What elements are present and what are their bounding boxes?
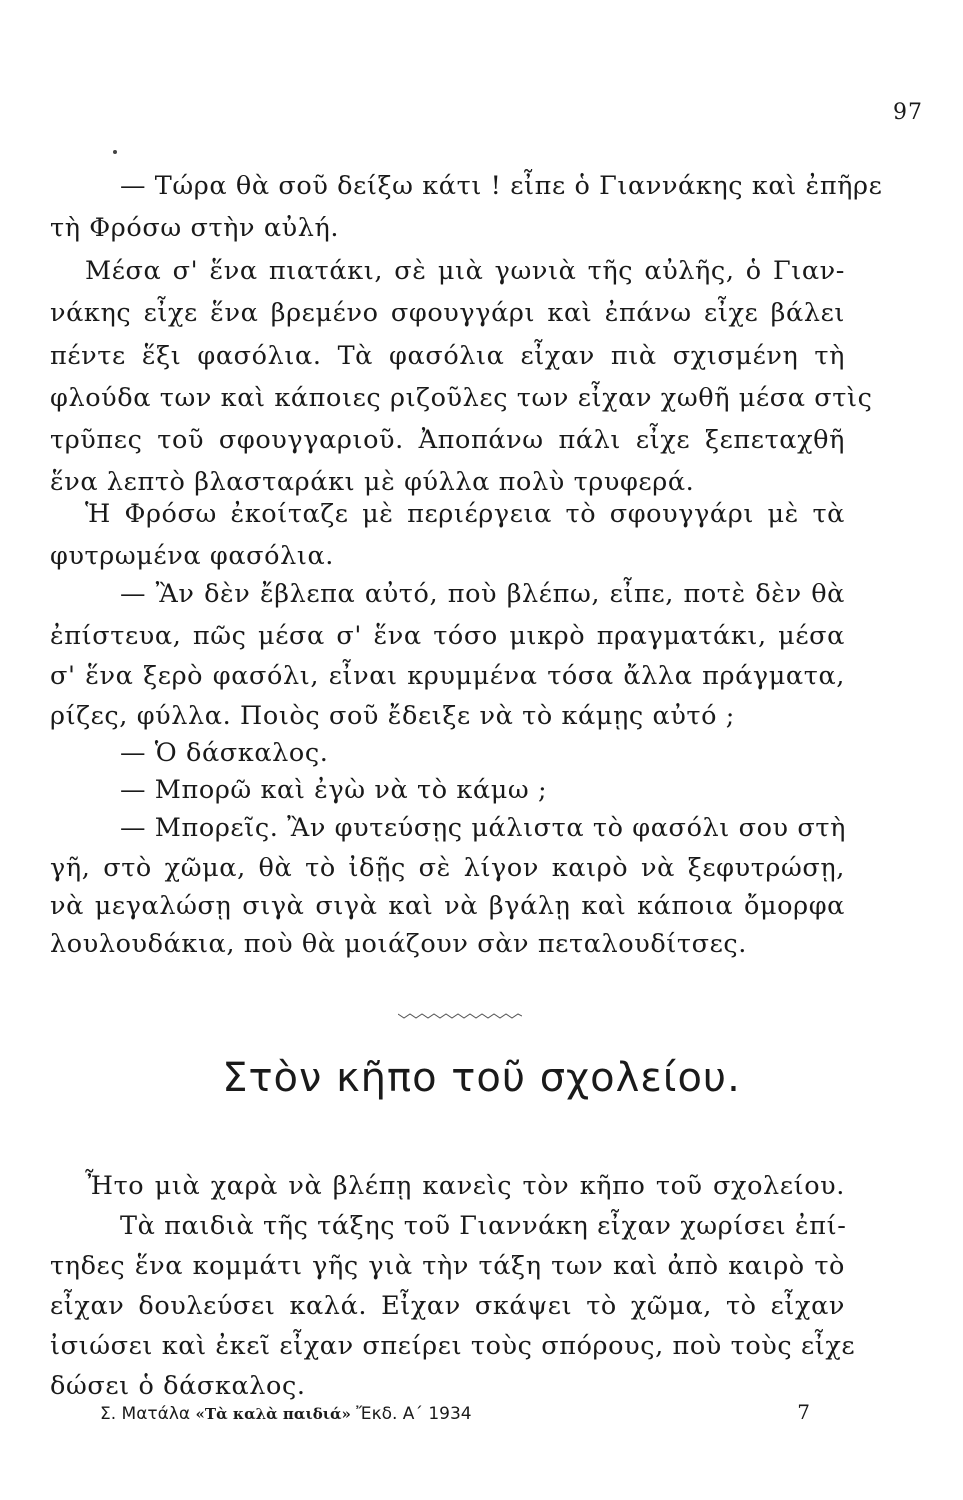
text-line: Μέσα σ' ἕνα πιατάκι, σὲ μιὰ γωνιὰ τῆς αὐλῆς, ὁ Γιαν- (85, 256, 845, 286)
text-line: δώσει ὁ δάσκαλος. (50, 1371, 306, 1401)
text-line: γῆ, στὸ χῶμα, θὰ τὸ ἰδῇς σὲ λίγον καιρὸ νὰ ξεφυτρώσῃ, (50, 853, 845, 883)
page-footer (100, 1400, 810, 1424)
text-line: σ' ἕνα ξερὸ φασόλι, εἶναι κρυμμένα τόσα ἄλλα πράγματα, (50, 661, 845, 691)
text-line: φλούδα των καὶ κάποιες ριζοῦλες των εἶχαν χωθῆ μέσα στὶς (50, 383, 873, 413)
text-line: — Ἂν δὲν ἔβλεπα αὐτό, ποὺ βλέπω, εἶπε, ποτὲ δὲν θὰ (120, 579, 845, 609)
text-line: τηδες ἕνα κομμάτι γῆς γιὰ τὴν τάξη των καὶ ἀπὸ καιρὸ τὸ (50, 1251, 845, 1281)
section-title: Στὸν κῆπο τοῦ σχολείου. (222, 1055, 741, 1101)
footer-book-title: «Τὰ καλὰ παιδιά» (195, 1405, 351, 1423)
text-line: ἰσιώσει καὶ ἐκεῖ εἶχαν σπείρει τοὺς σπόρους, ποὺ τοὺς εἶχε (50, 1331, 856, 1361)
text-line: εἶχαν δουλεύσει καλά. Εἶχαν σκάψει τὸ χῶμα, τὸ εἶχαν (50, 1291, 845, 1321)
text-line: ἕνα λεπτὸ βλασταράκι μὲ φύλλα πολὺ τρυφερά. (50, 467, 695, 497)
text-line: φυτρωμένα φασόλια. (50, 541, 334, 571)
text-line: τρῦπες τοῦ σφουγγαριοῦ. Ἀποπάνω πάλι εἶχε ξεπεταχθῆ (50, 425, 845, 455)
text-line: πέντε ἕξι φασόλια. Τὰ φασόλια εἶχαν πιὰ σχισμένη τὴ (50, 341, 845, 371)
text-line: Ἦτο μιὰ χαρὰ νὰ βλέπῃ κανεὶς τὸν κῆπο τοῦ σχολείου. (85, 1171, 845, 1201)
text-line: ἐπίστευα, πῶς μέσα σ' ἕνα τόσο μικρὸ πραγματάκι, μέσα (50, 621, 845, 651)
text-line: — Τώρα θὰ σοῦ δείξω κάτι ! εἶπε ὁ Γιαννάκης καὶ ἐπῆρε (120, 171, 883, 201)
footer-author: Σ. Ματάλα (100, 1404, 191, 1424)
text-line: — Μπορεῖς. Ἂν φυτεύσῃς μάλιστα τὸ φασόλι σου στὴ (120, 813, 846, 843)
text-line: ρίζες, φύλλα. Ποιὸς σοῦ ἔδειξε νὰ τὸ κάμῃς αὐτό ; (50, 701, 735, 731)
text-line: νάκης εἶχε ἕνα βρεμένο σφουγγάρι καὶ ἐπάνω εἶχε βάλει (50, 298, 845, 328)
page-number: 97 (893, 100, 923, 125)
ink-dot (113, 150, 117, 154)
footer-edition: Ἔκδ. Α΄ 1934 (356, 1404, 472, 1424)
text-line: Τὰ παιδιὰ τῆς τάξης τοῦ Γιαννάκη εἶχαν χωρίσει ἐπί- (120, 1211, 847, 1241)
text-line: λουλουδάκια, ποὺ θὰ μοιάζουν σὰν πεταλουδίτσες. (50, 929, 748, 959)
text-line: τὴ Φρόσω στὴν αὐλή. (50, 213, 340, 243)
text-line: Ἡ Φρόσω ἐκοίταζε μὲ περιέργεια τὸ σφουγγάρι μὲ τὰ (85, 499, 845, 529)
text-line: — Μπορῶ καὶ ἐγὼ νὰ τὸ κάμω ; (120, 775, 548, 805)
text-line: νὰ μεγαλώσῃ σιγὰ σιγὰ καὶ νὰ βγάλῃ καὶ κάποια ὄμορφα (50, 891, 845, 921)
footer-sheet-number: 7 (797, 1400, 810, 1424)
section-divider (398, 1012, 522, 1020)
text-line: — Ὁ δάσκαλος. (120, 738, 329, 768)
